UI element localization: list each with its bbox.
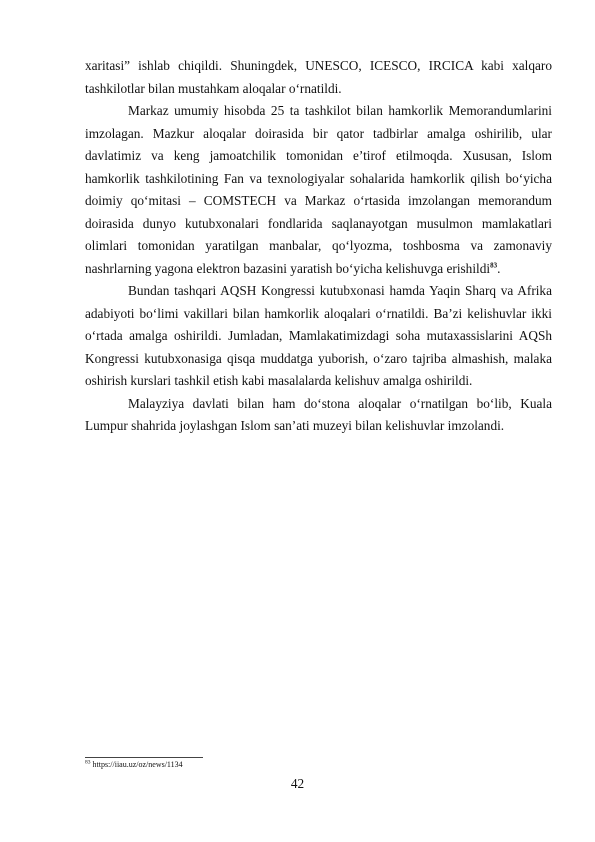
paragraph-1-text: xaritasi” ishlab chiqildi. Shuningdek, UNESCO, ICESCO, IRCICA kabi xalqaro tashkilotlar bilan mustahkam aloqalar o‘rnatildi. xyxy=(85,58,552,96)
footnote-reference[interactable]: 83 xyxy=(490,261,498,270)
paragraph-3 xyxy=(85,280,552,393)
footnote-divider xyxy=(85,757,203,758)
paragraph-3-text: Bundan tashqari AQSH Kongressi kutubxonasi hamda Yaqin Sharq va Afrika adabiyoti bo‘limi vakillari bilan hamkorlik aloqalari o‘rnatildi. Ba’zi kelishuvlar ikki o‘rtada amalga oshirildi. Jumladan, Mamlakatimizdagi soha mutaxassislarini AQSh Kongressi kutubxonasiga qisqa muddatga yuborish, o‘zaro tajriba almashish, malaka oshirish kurslari tashkil etish kabi masalalarda kelishuv amalga oshirildi. xyxy=(85,283,552,388)
paragraph-4-text: Malayziya davlati bilan ham do‘stona aloqalar o‘rnatilgan bo‘lib, Kuala Lumpur shahrida joylashgan Islom san’ati muzeyi bilan kelishuvlar imzolandi. xyxy=(85,395,552,433)
paragraph-2-text: Markaz umumiy hisobda 25 ta tashkilot bilan hamkorlik Memorandumlarini imzolagan. Mazkur aloqalar doirasida bir qator tadbirlar amalga oshirilib, ular davlatimiz va keng jamoatchilik tomonidan e’tirof etilmoqda. Xususan, Islom hamkorlik tashkilotining Fan va texnologiyalar sohalarida hamkorlik qilish bo‘yicha doimiy qo‘mitasi – COMSTECH va Markaz o‘rtasida imzolangan memorandum doirasida dunyo kutubxonalari fondlarida saqlanayotgan musulmon mamlakatlari olimlari tomonidan yaratilgan manbalar, qo‘lyozma, toshbosma va zamonaviy nashrlarning yagona elektron bazasini yaratish bo‘yicha kelishuvga erishildi xyxy=(85,103,552,276)
footnote-number: 83 xyxy=(85,759,91,766)
footnote xyxy=(85,760,183,770)
page-number: 42 xyxy=(290,776,305,791)
paragraph-1 xyxy=(85,55,552,100)
paragraph-2 xyxy=(85,100,552,280)
body-text xyxy=(85,55,552,438)
paragraph-2-end: . xyxy=(497,260,501,276)
footnote-link[interactable]: https://iiau.uz/oz/news/1134 xyxy=(90,760,183,769)
paragraph-4 xyxy=(85,393,552,438)
